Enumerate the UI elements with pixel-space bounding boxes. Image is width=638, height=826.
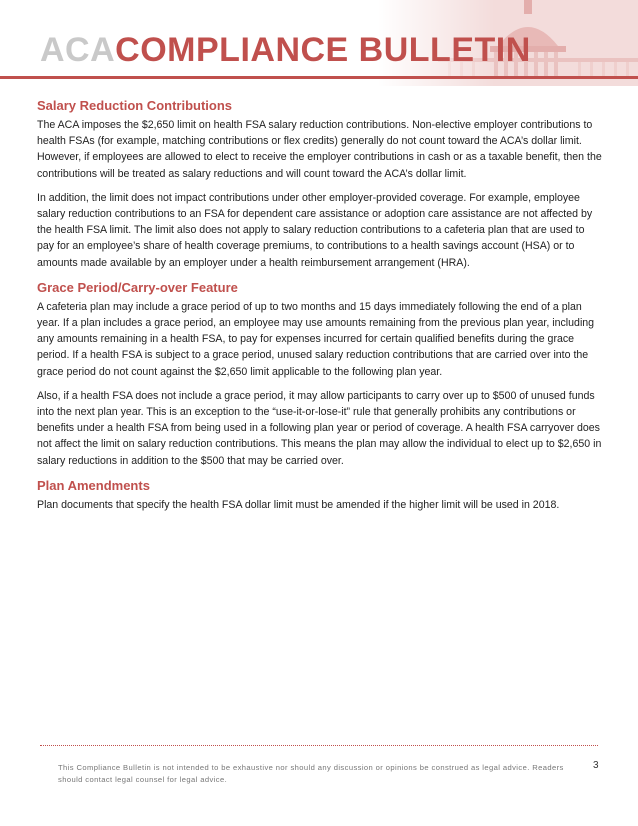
- bulletin-title: [40, 30, 531, 70]
- title-main: COMPLIANCE BULLETIN: [115, 31, 531, 69]
- footer-disclaimer: This Compliance Bulletin is not intended to be exhaustive nor should any discussion or opinions be construed as legal advice. Readers should contact legal counsel for legal advice.: [58, 763, 564, 784]
- paragraph: The ACA imposes the $2,650 limit on health FSA salary reduction contributions. Non-elective employer contributions to health FSAs (for example, matching contributions or flex credits) generally do not count toward the ACA’s dollar limit. However, if employees are allowed to elect to receive the employer contributions in cash or as a taxable benefit, then the contributions will be treated as salary reductions and will count toward the ACA’s dollar limit.: [37, 119, 602, 180]
- page-number: 3: [593, 760, 599, 771]
- section-grace-period: [37, 279, 603, 469]
- paragraph: Plan documents that specify the health FSA dollar limit must be amended if the higher limit will be used in 2018.: [37, 498, 560, 511]
- header-divider: [0, 76, 638, 79]
- section-heading: Grace Period/Carry-over Feature: [37, 279, 238, 295]
- bulletin-body: [37, 97, 603, 521]
- section-plan-amendments: [37, 477, 603, 513]
- footer-divider: [40, 745, 598, 746]
- bulletin-header: [0, 0, 638, 86]
- section-heading: Salary Reduction Contributions: [37, 98, 233, 113]
- section-heading: Plan Amendments: [37, 477, 150, 493]
- paragraph: In addition, the limit does not impact contributions under other employer-provided coverage. For example, employee salary reduction contributions to an FSA for dependent care assistance or adoption care assistance are not affected by the health FSA limit. The limit also does not apply to salary reduction contributions to a cafeteria plan that are used to pay for an employee’s share of health coverage premiums, to contributions to a health savings account (HSA) or to amounts made available by an employer under a health reimbursement arrangement (HRA).: [37, 191, 593, 269]
- paragraph: A cafeteria plan may include a grace period of up to two months and 15 days immediately following the end of a plan year. If a plan includes a grace period, an employee may use amounts remaining from the previous plan year, including any amounts remaining in a health FSA, to pay for expenses incurred for certain qualified benefits during the grace period. If a health FSA is subject to a grace period, unused salary reduction contributions that are carried over into the grace period do not count against the $2,650 limit applicable to the following plan year.: [37, 300, 595, 378]
- title-prefix: ACA: [40, 31, 116, 69]
- section-salary-reduction: [37, 97, 603, 271]
- paragraph: Also, if a health FSA does not include a grace period, it may allow participants to carry over up to $500 of unused funds into the next plan year. This is an exception to the “use-it-or-lose-it” rule that generally prohibits any contributions or benefits under a health FSA from being used in a following plan year or period of coverage. A health FSA carryover does not affect the limit on salary reduction contributions. This means the plan may allow the individual to elect up to $2,650 in salary reductions in addition to the $500 that may be carried over.: [37, 389, 602, 467]
